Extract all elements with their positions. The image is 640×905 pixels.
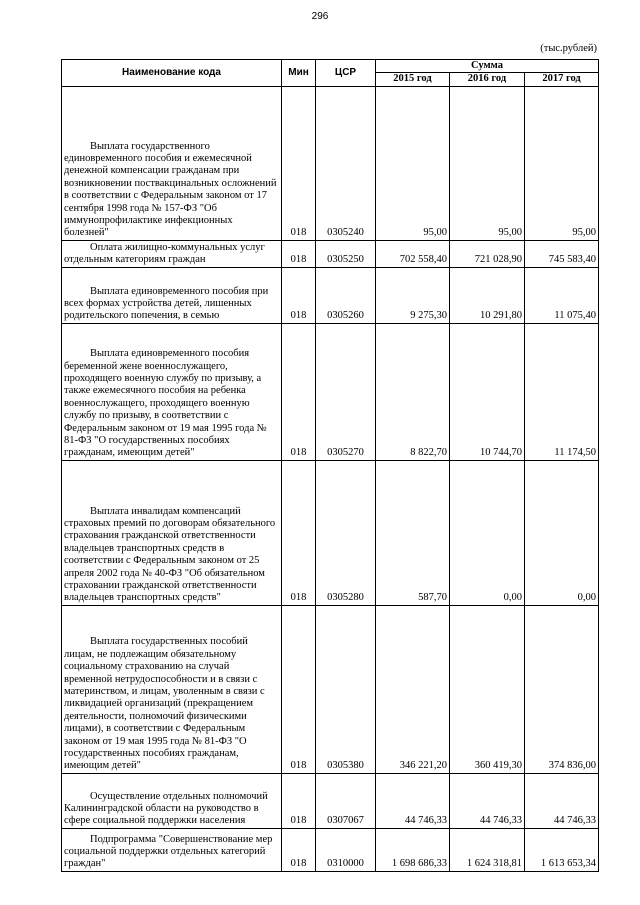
row-csr: 0307067: [316, 773, 376, 828]
row-2015: 44 746,33: [376, 773, 450, 828]
row-2016: 10 744,70: [450, 323, 525, 460]
row-name: Осуществление отдельных полномочий Калининградской области на руководство в сфере социальной поддержки населения: [64, 790, 268, 827]
row-name: Оплата жилищно-коммунальных услуг отдельным категориям граждан: [64, 242, 265, 266]
row-min: 018: [282, 86, 316, 240]
row-csr: 0305260: [316, 267, 376, 323]
header-sum: Сумма: [376, 60, 599, 73]
row-min: 018: [282, 773, 316, 828]
row-2015: 587,70: [376, 460, 450, 605]
header-year-2016: 2016 год: [450, 73, 525, 86]
row-name: Выплата единовременного пособия беременной жене военнослужащего, проходящего военную службу по призыву, а также ежемесячного пособия на ребенка военнослужащего, проходящего военную службу по призыву, в соответствии с Федеральным законом от 19 мая 1995 года № 81-ФЗ "О государственных пособиях гражданам, имеющим детей": [64, 348, 267, 459]
row-2017: 1 613 653,34: [525, 828, 599, 871]
header-csr: ЦСР: [316, 60, 376, 87]
row-csr: 0305240: [316, 86, 376, 240]
row-min: 018: [282, 605, 316, 773]
row-2017: 11 174,50: [525, 323, 599, 460]
row-2015: 1 698 686,33: [376, 828, 450, 871]
row-csr: 0305380: [316, 605, 376, 773]
row-name: Выплата единовременного пособия при всех формах устройства детей, лишенных родительского попечения, в семью: [64, 285, 269, 322]
table-row: [62, 240, 599, 267]
row-2017: 11 075,40: [525, 267, 599, 323]
row-2015: 95,00: [376, 86, 450, 240]
row-2017: 44 746,33: [525, 773, 599, 828]
row-2017: 0,00: [525, 460, 599, 605]
row-2016: 95,00: [450, 86, 525, 240]
row-name: Выплата государственных пособий лицам, не подлежащим обязательному социальному страхованию на случай временной нетрудоспособности и в связи с материнством, и лицам, уволенным в связи с ликвидацией организаций (прекращением деятельности, полномочий физическими лицами), в соответствии с Федеральным законом от 19 мая 1995 года № 81-ФЗ "О государственных пособиях гражданам, имеющим детей": [64, 636, 265, 772]
table-row: [62, 828, 599, 871]
row-2015: 8 822,70: [376, 323, 450, 460]
row-2016: 360 419,30: [450, 605, 525, 773]
row-csr: 0305280: [316, 460, 376, 605]
table-row: [62, 773, 599, 828]
row-name: Выплата инвалидам компенсаций страховых премий по договорам обязательного страхования гражданской ответственности владельцев транспортных средств в соответствии с Федеральным законом от 25 апреля 2002 года № 40-ФЗ "Об обязательном страховании гражданской ответственности владельцев транспортных средств": [64, 505, 276, 604]
table-row: [62, 86, 599, 240]
row-min: 018: [282, 323, 316, 460]
header-min: Мин: [282, 60, 316, 87]
row-min: 018: [282, 460, 316, 605]
row-min: 018: [282, 267, 316, 323]
header-name: Наименование кода: [62, 60, 282, 87]
row-csr: 0310000: [316, 828, 376, 871]
budget-table: [61, 59, 599, 872]
row-2016: 10 291,80: [450, 267, 525, 323]
row-2016: 0,00: [450, 460, 525, 605]
row-2017: 374 836,00: [525, 605, 599, 773]
row-2015: 9 275,30: [376, 267, 450, 323]
header-year-2015: 2015 год: [376, 73, 450, 86]
table-row: [62, 460, 599, 605]
row-2015: 346 221,20: [376, 605, 450, 773]
row-name: Подпрограмма "Совершенствование мер социальной поддержки отдельных категорий граждан": [64, 833, 273, 870]
row-2015: 702 558,40: [376, 240, 450, 267]
row-csr: 0305250: [316, 240, 376, 267]
table-row: [62, 323, 599, 460]
row-2017: 95,00: [525, 86, 599, 240]
row-2017: 745 583,40: [525, 240, 599, 267]
row-csr: 0305270: [316, 323, 376, 460]
units-label: (тыс.рублей): [540, 43, 597, 54]
row-2016: 721 028,90: [450, 240, 525, 267]
header-year-2017: 2017 год: [525, 73, 599, 86]
table-row: [62, 267, 599, 323]
row-min: 018: [282, 828, 316, 871]
row-2016: 1 624 318,81: [450, 828, 525, 871]
row-min: 018: [282, 240, 316, 267]
row-2016: 44 746,33: [450, 773, 525, 828]
page-number: 296: [311, 11, 329, 22]
table-row: [62, 605, 599, 773]
row-name: Выплата государственного единовременного пособия и ежемесячной денежной компенсации гражданам при возникновении поствакцинальных осложнений в соответствии с Федеральным законом от 17 сентября 1998 года № 157-ФЗ "Об иммунопрофилактике инфекционных болезней": [64, 140, 277, 239]
